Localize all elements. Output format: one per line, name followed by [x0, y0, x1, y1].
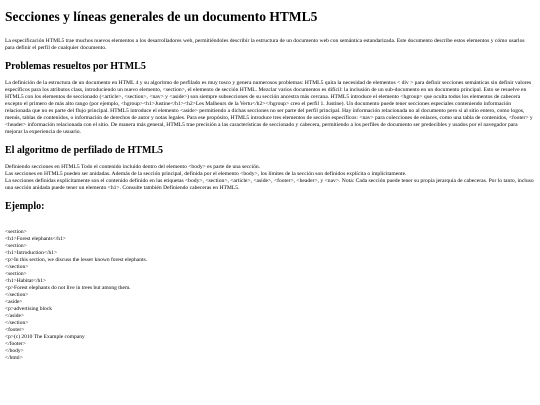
intro-paragraph: La especificación HTML5 trae muchos nuevos elementos a los desarrolladores web, permitiéndoles describir la estructura de un documento web con semántica estandarizada. Este documento describe estos elementos y cómo usarlos para definir el perfil de cualquier documento.: [5, 37, 525, 51]
code-line: <h1>Forest elephants</h1>: [5, 235, 66, 242]
code-line: <section>: [5, 228, 27, 235]
algorithm-line: Definiendo secciones en HTML5 Todo el contenido incluido dentro del elemento <body> es parte de una sección.: [5, 163, 261, 170]
code-line: </section>: [5, 291, 29, 298]
code-line: <p>Forest elephants do not live in trees but among them.: [5, 284, 131, 291]
code-line: <aside>: [5, 298, 23, 305]
page-title: Secciones y líneas generales de un documento HTML5: [5, 9, 318, 24]
code-line: <section>: [5, 242, 27, 249]
code-line: </html>: [5, 355, 23, 362]
problems-paragraph: La definición de la estructura de un documento en HTML 4 y su algoritmo de perfilado es muy tosco y genera numerosos problemas: HTML5 quita la necesidad de elementos < div > para definir secciones semánticas sin definir valores específicos para los atributos class, introduciendo un nuevo elemento, <section>, el elemento de sección HTML. Mezclar varios documentos es difícil: la inclusión de un sub-documento en un documento principal. Esto se resuelve en HTML5 con los elementos de seccionado (<article>, <section>, <nav> y <aside>) son siempre subsecciones de su sección ancestra más cercana. HTML5 introduce el elemento <hgroup> que oculta todos los elementos de cabecera excepto el primero de más alto rango (por ejemplo, <hgroup><h1>Justine</h1><h2>Les Malheurs de la Vertu</h2></hgroup> creo el perfil 1. Justine). Un documento puede tener secciones especiales conteniendo información relacionada que no es parte del flujo principal. HTML5 introduce el elemento <aside> permitiendo a dichas secciones no ser parte del perfil principal. Hay información relacionada no al documento pero si al sitio entero, como logos, menús, tablas de contenidos, o información de derechos de autor y notas legales. Para ese propósito, HTML5 introduce tres elementos de sección específicos: <nav> para colecciones de enlaces, como una tabla de contenidos, <footer> y <header> información relacionada con el sitio. De manera más general, HTML5 trae precisión a las características de seccionado y cabecera, permitiendo a los perfiles de documento ser predecibles y usados por el navegador para mejorar la experiencia de usuario.: [5, 79, 533, 135]
section-heading-example: Ejemplo:: [5, 200, 45, 212]
section-heading-algorithm: El algoritmo de perfilado de HTML5: [5, 144, 164, 156]
code-line: <footer>: [5, 327, 25, 334]
code-line: </section>: [5, 263, 29, 270]
code-line: <p>In this section, we discuss the lesser known forest elephants.: [5, 256, 147, 263]
code-line: </section>: [5, 320, 29, 327]
algorithm-line: La secciones definidas explícitamente son el contenido definido en las etiquetas <body>, <section>, <article>, <aside>, <footer>, <header>, y <nav>. Nota: Cada sección puede tener su propia jerarquía de cabeceras. Por lo tanto, incluso una sección anidada puede tener un elemento <h1>. Consulte también Definiendo cabeceras en HTML5.: [5, 177, 534, 191]
code-line: <p>(c) 2010 The Example company: [5, 334, 85, 341]
code-line: <h1>Habitat</h1>: [5, 277, 47, 284]
code-example: [5, 229, 534, 363]
code-line: <section>: [5, 270, 27, 277]
code-line: </aside>: [5, 313, 25, 319]
code-line: </footer>: [5, 341, 26, 348]
code-line: <p>advertising block: [5, 305, 52, 312]
code-line: <h1>Introduction</h1>: [5, 249, 58, 256]
code-line: </body>: [5, 348, 24, 355]
algorithm-line: Las secciones en HTML5 pueden ser anidadas. Además de la sección principal, definida por el elemento <body>, los límites de la sección son definidos explícita o implícitamente.: [5, 170, 407, 177]
algorithm-text: [5, 164, 534, 192]
section-heading-problems: Problemas resueltos por HTML5: [5, 60, 146, 72]
